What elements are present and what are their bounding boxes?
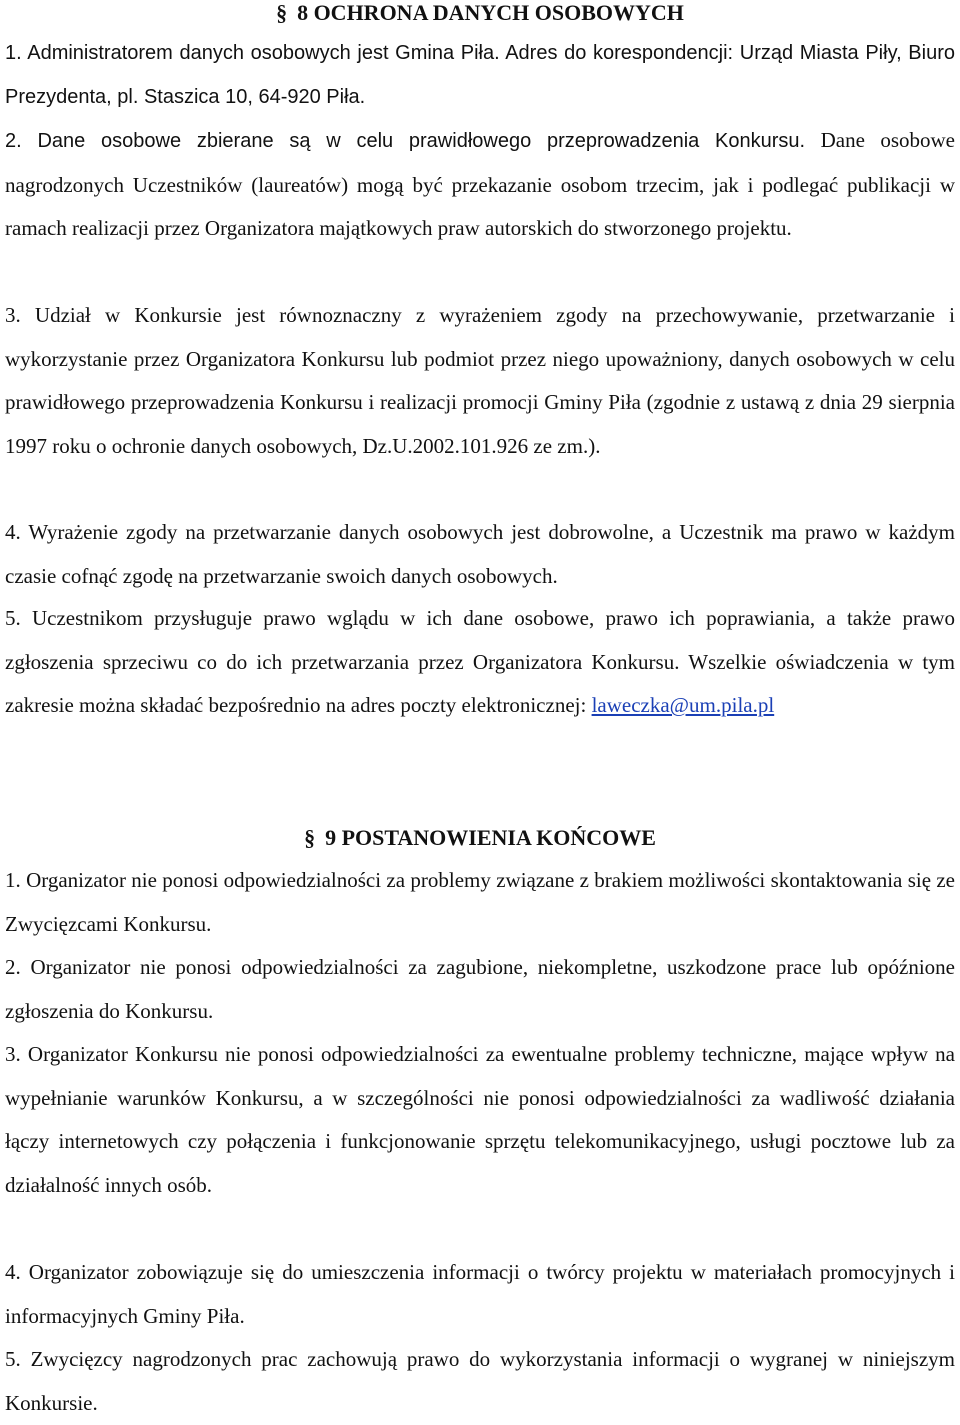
section-8-paragraph-4: 4. Wyrażenie zgody na przetwarzanie danych osobowych jest dobrowolne, a Uczestnik ma prawo w każdym czasie cofnąć zgodę na przetwarzanie swoich danych osobowych.	[5, 520, 955, 588]
section-8-paragraph-2-rest: Dane osobowe nagrodzonych Uczestników (laureatów) mogą być przekazanie osobom trzecim, jak i podlegać publikacji w ramach realizacji przez Organizatora majątkowych praw autorskich do stworzonego projektu.	[5, 128, 956, 241]
section-8-paragraph-2	[5, 119, 955, 251]
section-8-paragraph-1: 1. Administratorem danych osobowych jest Gmina Piła. Adres do korespondencji: Urząd Miasta Piły, Biuro Prezydenta, pl. Staszica 10, 64-920 Piła.	[5, 42, 955, 108]
section-mark: §	[304, 825, 316, 850]
section-9-paragraph-1: 1. Organizator nie ponosi odpowiedzialności za problemy związane z brakiem możliwości skontaktowania się ze Zwycięzcami Konkursu.	[5, 868, 955, 936]
section-8-paragraph-5-text: 5. Uczestnikom przysługuje prawo wglądu w ich dane osobowe, prawo ich poprawiania, a także prawo zgłoszenia sprzeciwu co do ich przetwarzania przez Organizatora Konkursu. Wszelkie oświadczenia w tym zakresie można składać bezpośrednio na adres poczty elektronicznej:	[5, 606, 955, 718]
section-9-paragraph-5: 5. Zwycięzcy nagrodzonych prac zachowują prawo do wykorzystania informacji o wygranej w niniejszym Konkursie.	[5, 1347, 955, 1415]
section-8-paragraph-3: 3. Udział w Konkursie jest równoznaczny z wyrażeniem zgody na przechowywanie, przetwarzanie i wykorzystanie przez Organizatora Konkursu lub podmiot przez niego upoważniony, danych osobowych w celu prawidłowego przeprowadzenia Konkursu i realizacji promocji Gminy Piła (zgodnie z ustawą z dnia 29 sierpnia 1997 roku o ochronie danych osobowych, Dz.U.2002.101.926 ze zm.).	[5, 303, 955, 458]
section-9-heading	[0, 825, 960, 851]
section-9-paragraph-3: 3. Organizator Konkursu nie ponosi odpowiedzialności za ewentualne problemy techniczne, mające wpływ na wypełnianie warunków Konkursu, a w szczególności nie ponosi odpowiedzialności za wadliwość działania łączy internetowych czy połączenia i funkcjonowanie sprzętu telekomunikacyjnego, usługi pocztowe lub za działalność innych osób.	[5, 1042, 955, 1197]
section-mark: §	[276, 0, 288, 25]
section-9-title: 9 POSTANOWIENIA KOŃCOWE	[325, 825, 656, 850]
section-9-paragraph-2: 2. Organizator nie ponosi odpowiedzialności za zagubione, niekompletne, uszkodzone prace lub opóźnione zgłoszenia do Konkursu.	[5, 955, 955, 1023]
section-8-paragraph-5	[5, 597, 955, 728]
section-8-paragraph-2-intro: 2. Dane osobowe zbierane są w celu prawidłowego przeprowadzenia Konkursu.	[5, 130, 806, 152]
section-8-heading	[0, 0, 960, 26]
email-link[interactable]: laweczka@um.pila.pl	[591, 693, 775, 718]
section-9-paragraph-4: 4. Organizator zobowiązuje się do umieszczenia informacji o twórcy projektu w materiałach promocyjnych i informacyjnych Gminy Piła.	[5, 1260, 955, 1328]
section-8-title: 8 OCHRONA DANYCH OSOBOWYCH	[297, 0, 684, 25]
